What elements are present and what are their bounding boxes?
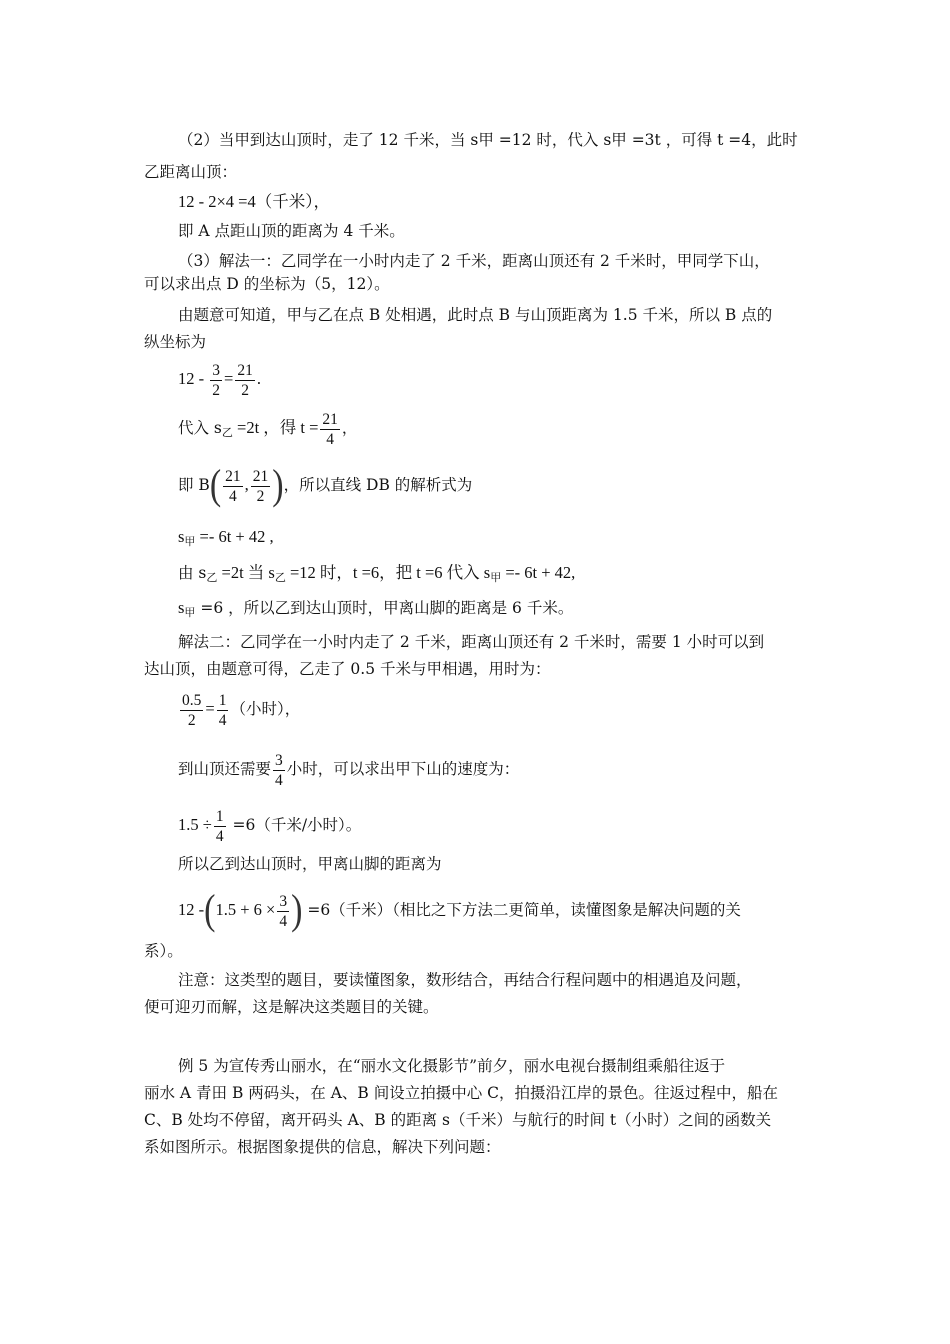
fraction	[251, 468, 271, 505]
line-db-equation	[178, 527, 274, 552]
subscript: 甲	[184, 606, 196, 619]
left-paren: (	[209, 462, 222, 509]
denominator: 4	[275, 771, 283, 789]
example5-line2: 丽水 A 青田 B 两码头，在 A、B 间设立拍摄中心 C，拍摄沿江岸的景色。往返过程中，船在	[144, 1084, 779, 1102]
denominator: 2	[187, 711, 196, 729]
numerator: 3	[212, 361, 220, 379]
fraction	[277, 893, 289, 930]
eq-text: 代入 s	[178, 419, 222, 437]
denominator: 4	[218, 711, 227, 729]
result-line	[178, 598, 573, 623]
eq-text: 1.5 ÷	[178, 815, 212, 834]
substitution-line	[178, 409, 357, 452]
solve-line	[178, 563, 575, 588]
numerator: 1	[215, 807, 224, 825]
example5-line4: 系如图所示。根据图象提供的信息，解决下列问题：	[144, 1138, 501, 1156]
fraction	[217, 692, 229, 729]
subscript: 乙	[221, 426, 233, 439]
denominator: 4	[326, 430, 335, 448]
method2-line1: 解法二：乙同学在一小时内走了 2 千米，距离山顶还有 2 千米时，需要 1 小时可以到	[178, 633, 765, 651]
eq-text: =6（千米）（相比之下方法二更简单，读懂图象是解决问题的关	[302, 901, 741, 919]
eq-text: s	[178, 527, 185, 546]
distance-equation	[178, 887, 741, 934]
numerator: 0.5	[182, 691, 202, 709]
equation-b-ordinate	[178, 360, 261, 399]
remaining-time-line	[178, 748, 519, 790]
point-b-line	[178, 462, 473, 509]
denominator: 2	[241, 381, 249, 399]
fraction	[320, 411, 340, 448]
fraction	[180, 692, 203, 729]
example5-line1: 例 5 为宣传秀山丽水，在“丽水文化摄影节”前夕，丽水电视台摄制组乘船往返于	[178, 1057, 726, 1075]
eq-text: =6 ，所以乙到达山顶时，甲离山脚的距离是 6 千米。	[195, 599, 574, 617]
method2-line2: 达山顶，由题意可得，乙走了 0.5 千米与甲相遇，用时为：	[144, 660, 551, 678]
fraction	[235, 362, 255, 399]
left-paren: (	[204, 887, 216, 934]
right-paren: )	[291, 887, 303, 934]
part3-line4: 纵坐标为	[144, 333, 207, 351]
part3-line2: 可以求出点 D 的坐标为（5，12）。	[144, 275, 390, 293]
eq-text: ，	[341, 419, 358, 437]
note-line1: 注意：这类型的题目，要读懂图象，数形结合，再结合行程问题中的相遇追及问题，	[178, 971, 752, 989]
numerator: 3	[275, 751, 283, 769]
fraction	[210, 362, 222, 399]
eq-text: 即 B	[178, 476, 210, 494]
part3-line1: （3）解法一：乙同学在一小时内走了 2 千米，距离山顶还有 2 千米时，甲同学下山，	[178, 252, 770, 270]
denominator: 4	[215, 827, 224, 845]
denominator: 2	[212, 381, 220, 399]
part2-line1: （2）当甲到达山顶时，走了 12 千米，当 s甲 =12 时，代入 s甲 =3t ，可得 t =4，此时	[178, 131, 798, 149]
speed-line	[178, 804, 361, 846]
eq-text: 到山顶还需要	[178, 760, 272, 778]
right-paren: )	[272, 462, 284, 509]
numerator: 21	[322, 410, 338, 428]
numerator: 21	[225, 467, 241, 485]
eq-text: =12 时，t =6，把 t =6 代入 s	[285, 563, 491, 582]
numerator: 21	[237, 361, 253, 379]
eq-text: （小时），	[230, 700, 301, 718]
denominator: 4	[279, 912, 288, 930]
numerator: 21	[252, 467, 269, 485]
eq-sign: =	[205, 699, 215, 718]
eq-text: s	[178, 598, 185, 617]
subscript: 甲	[184, 536, 196, 548]
subscript: 乙	[206, 571, 218, 584]
eq-text: =- 6t + 42 ,	[195, 527, 274, 546]
eq-text: ，所以直线 DB 的解析式为	[283, 476, 473, 494]
eq-text: 由 s	[178, 564, 207, 582]
eq-text: 小时，可以求出甲下山的速度为：	[286, 760, 520, 778]
method2-line3: 所以乙到达山顶时，甲离山脚的距离为	[178, 855, 442, 873]
numerator: 1	[218, 691, 227, 709]
fraction	[273, 752, 285, 789]
eq-text: =2t ，得 t =	[232, 418, 319, 437]
numerator: 3	[279, 892, 288, 910]
note-line2: 便可迎刃而解，这是解决这类题目的关键。	[144, 998, 439, 1016]
method2-line4: 系）。	[144, 942, 183, 960]
eq-text: 12 -	[178, 900, 205, 919]
eq-text: =- 6t + 42,	[501, 563, 576, 582]
eq-sign: =	[224, 369, 234, 388]
subscript: 乙	[274, 571, 286, 584]
eq-text: ,	[244, 475, 249, 494]
eq-text: .	[256, 369, 261, 388]
fraction	[214, 808, 226, 845]
fraction	[223, 468, 243, 505]
example5-line3: C、B 处均不停留，离开码头 A、B 的距离 s（千米）与航行的时间 t（小时）之间的函数关	[144, 1111, 772, 1129]
subscript: 甲	[490, 571, 502, 584]
part2-calc: 12 - 2×4 =4（千米），	[178, 192, 330, 211]
time-equation	[178, 688, 300, 730]
denominator: 4	[229, 487, 237, 505]
eq-text: 12 -	[178, 369, 205, 388]
denominator: 2	[256, 487, 265, 505]
eq-text: 1.5 + 6 ×	[215, 900, 276, 919]
part3-line3: 由题意可知道，甲与乙在点 B 处相遇，此时点 B 与山顶距离为 1.5 千米，所以 B 点的	[178, 306, 773, 324]
part2-line2: 乙距离山顶：	[144, 163, 238, 181]
part2-conclusion: 即 A 点距山顶的距离为 4 千米。	[178, 222, 405, 240]
eq-text: =2t 当 s	[217, 563, 275, 582]
eq-text: =6（千米/小时）。	[227, 816, 362, 834]
